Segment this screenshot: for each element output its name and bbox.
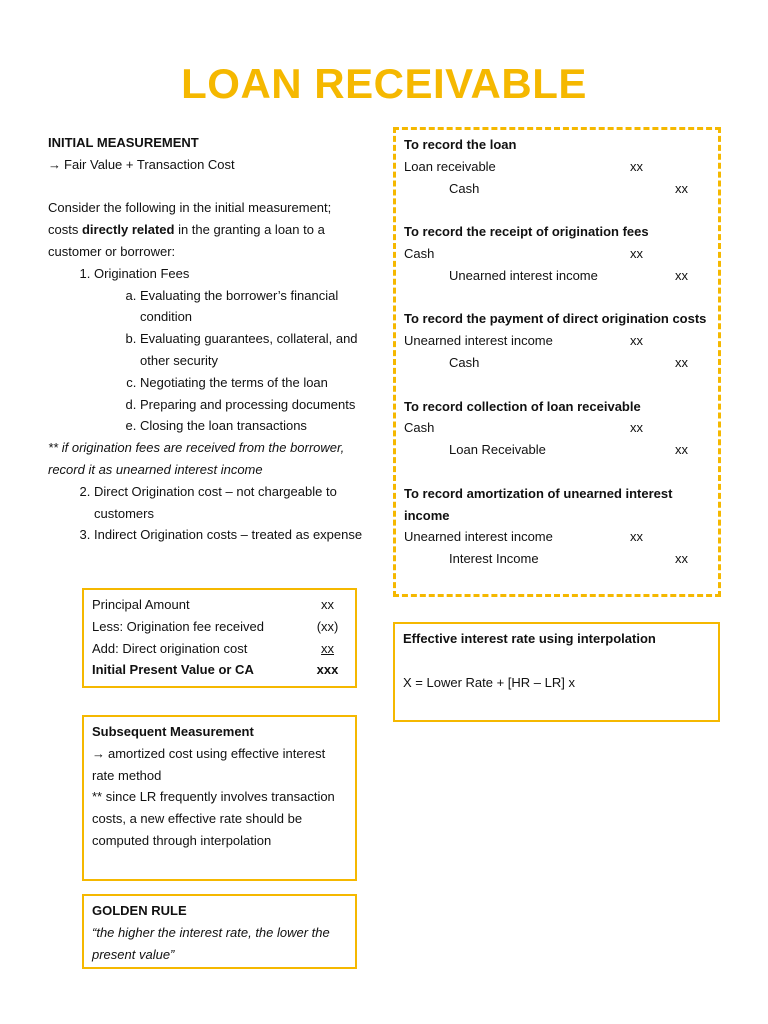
initial-formula: Fair Value + Transaction Cost	[64, 156, 235, 172]
credit-amount: xx	[675, 551, 688, 567]
initial-measurement-heading: INITIAL MEASUREMENT	[48, 135, 199, 150]
entry-heading: To record collection of loan receivable	[404, 398, 641, 414]
intro-bold: directly related	[81, 222, 175, 238]
intro-line-3: customer or borrower:	[48, 243, 176, 259]
arrow-right-icon: →	[48, 156, 61, 172]
computation-row	[92, 638, 347, 660]
entry-heading: To record the loan	[404, 137, 517, 152]
subsequent-heading: Subsequent Measurement	[92, 724, 254, 739]
effective-interest-box	[393, 622, 720, 722]
debit-account: Cash	[404, 420, 435, 436]
credit-account: Cash	[449, 180, 480, 196]
initial-formula-line	[48, 154, 378, 176]
subsequent-line-2: ** since LR frequently involves transaction costs, a new effective rate should be computed through interpolation	[92, 789, 335, 848]
cost-list	[48, 263, 378, 437]
initial-measurement-section	[48, 132, 378, 546]
intro-line-1: Consider the following in the initial measurement;	[48, 200, 332, 216]
sub-item-e: e. Closing the loan transactions	[140, 415, 378, 437]
journal-entries-box	[393, 127, 721, 597]
list-item-label: Origination Fees	[94, 265, 190, 281]
origination-sublist	[94, 285, 378, 438]
computation-row	[92, 594, 347, 616]
list-item-origination-fees	[94, 263, 378, 437]
row-amount: xx	[321, 640, 335, 656]
credit-account: Cash	[449, 354, 480, 370]
sub-item-d: d. Preparing and processing documents	[140, 394, 378, 416]
credit-amount: xx	[675, 267, 688, 283]
subsequent-text: amortized cost using effective interest rate method	[92, 745, 326, 783]
debit-amount: xx	[630, 529, 643, 545]
credit-account: Interest Income	[449, 551, 539, 567]
credit-account: Unearned interest income	[449, 267, 598, 283]
computation-row	[92, 616, 347, 638]
origination-note: ** if origination fees are received from the borrower, record it as unearned interest income	[48, 440, 345, 477]
entry-debit-row	[404, 156, 710, 178]
entry-heading: To record amortization of unearned interest	[404, 485, 673, 501]
debit-amount: xx	[630, 158, 643, 174]
sub-item-b: b. Evaluating guarantees, collateral, and other security	[140, 328, 378, 372]
row-label: Less: Origination fee received	[92, 618, 264, 634]
initial-value-computation-box	[82, 588, 357, 688]
entry-heading-cont: income	[404, 507, 450, 523]
entry-debit-row	[404, 417, 710, 439]
entry-credit-row	[404, 548, 710, 570]
credit-amount: xx	[675, 354, 688, 370]
eir-heading: Effective interest rate using interpolation	[403, 631, 656, 646]
intro-text-c: in the granting a loan to a	[174, 222, 325, 238]
golden-rule-box	[82, 894, 357, 969]
list-item-indirect-cost: 3. Indirect Origination costs – treated as expense	[94, 524, 378, 546]
arrow-right-icon: →	[92, 745, 105, 761]
sub-item-a: a. Evaluating the borrower’s financial condition	[140, 285, 378, 329]
row-label: Principal Amount	[92, 597, 190, 612]
row-label: Initial Present Value or CA	[92, 662, 254, 678]
entry-debit-row	[404, 330, 710, 352]
entry-heading: To record the receipt of origination fees	[404, 224, 649, 240]
entry-heading: To record the payment of direct origination costs	[404, 311, 707, 327]
subsequent-measurement-box	[82, 715, 357, 881]
debit-amount: xx	[630, 245, 643, 261]
debit-amount: xx	[630, 420, 643, 436]
subsequent-line-1	[92, 743, 347, 787]
debit-account: Unearned interest income	[404, 529, 553, 545]
row-amount: xx	[321, 597, 335, 612]
eir-formula: X = Lower Rate + [HR – LR] x	[403, 674, 575, 690]
credit-amount: xx	[675, 180, 688, 196]
entry-debit-row	[404, 526, 710, 548]
intro-line-2	[48, 219, 378, 241]
debit-account: Cash	[404, 245, 435, 261]
computation-total-row	[92, 659, 347, 681]
credit-account: Loan Receivable	[449, 442, 546, 458]
cost-list-continued	[48, 481, 378, 546]
list-item-direct-cost: 2. Direct Origination cost – not chargeable to customers	[94, 481, 378, 525]
entry-credit-row	[404, 352, 710, 374]
debit-account: Unearned interest income	[404, 333, 553, 349]
row-amount: (xx)	[316, 618, 339, 634]
row-amount: xxx	[316, 662, 339, 678]
debit-amount: xx	[630, 333, 643, 349]
entry-credit-row	[404, 439, 710, 461]
credit-amount: xx	[675, 442, 688, 458]
row-label: Add: Direct origination cost	[92, 640, 248, 656]
golden-rule-text: “the higher the interest rate, the lower the present value”	[92, 924, 330, 962]
golden-rule-heading: GOLDEN RULE	[92, 903, 187, 918]
entry-credit-row	[404, 265, 710, 287]
debit-account: Loan receivable	[404, 158, 496, 174]
entry-credit-row	[404, 178, 710, 200]
page-title: LOAN RECEIVABLE	[181, 60, 587, 107]
entry-debit-row	[404, 243, 710, 265]
sub-item-c: c. Negotiating the terms of the loan	[140, 372, 378, 394]
intro-text-a: costs	[48, 222, 82, 238]
